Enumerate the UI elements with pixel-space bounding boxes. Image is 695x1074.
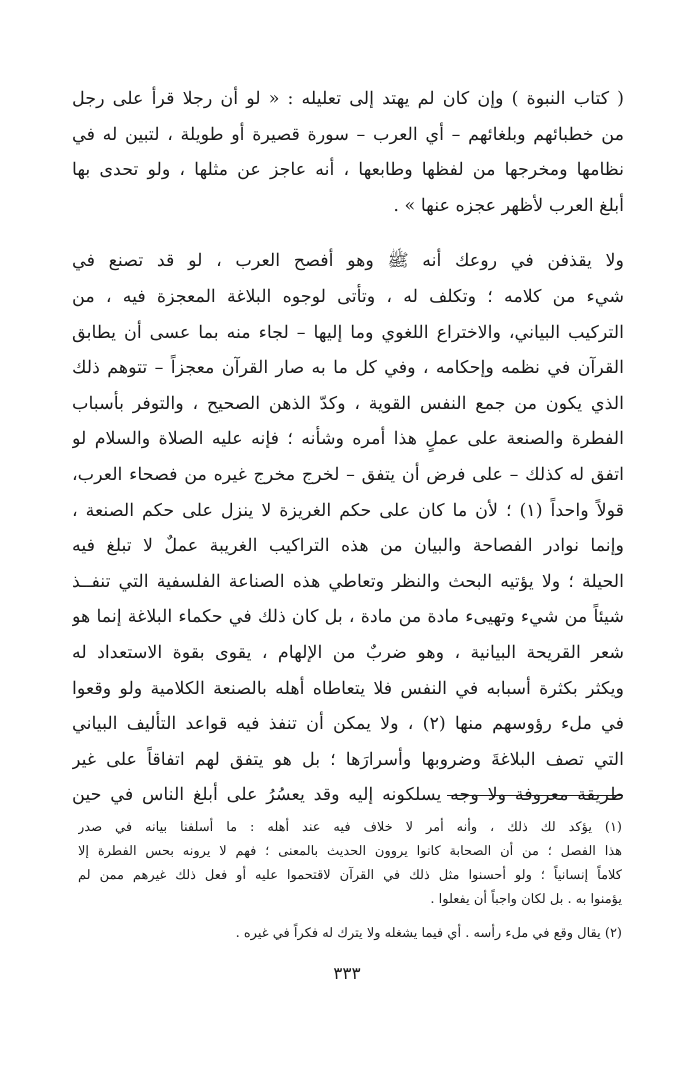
paragraph-2 [72, 244, 624, 814]
text-line: التركيب البياني، والاختراع اللغوي وما إليها – لجاء منه بما عسى أن يطابق [72, 322, 624, 343]
footnote-line: يؤمنوا به . بل لكان واجباً أن يفعلوا . [430, 892, 622, 907]
footnote-line: هذا الفصل ؛ من أن الصحابة كانوا يروون الحديث بالمعنى ؛ فهم لا يرونه بحس الفطرة إلا [78, 844, 622, 859]
text-line: شعر القريحة البيانية ، وهو ضربٌ من الإلهام ، يقوى بقوة الاستعداد له [72, 642, 624, 663]
footnotes [78, 816, 622, 946]
text-line: قولاً واحداً (١) ؛ لأن ما كان على حكم الغريزة لا ينزل على حكم الصنعة ، [72, 500, 624, 521]
text-line: نظامها ومخرجها من لفظها وطابعها ، أنه عاجز عن مثلها ، ولو تحدى بها [72, 160, 624, 181]
text-line: ويكثر بكثرة أسبابه في النفس فلا يتعاطاه أهله بالصنعة الكلامية ولو وقعوا [72, 678, 624, 699]
footnote-1 [78, 816, 622, 912]
footnote-line: (١) يؤكد لك ذلك ، وأنه أمر لا خلاف فيه عند أهله : ما أسلفنا بيانه في صدر [78, 820, 622, 835]
main-text [72, 82, 624, 814]
footnote-divider [447, 795, 623, 796]
footnote-2 [78, 922, 622, 946]
text-line: الحيلة ؛ ولا يؤتيه البحث والنظر وتعاطي هذه الصناعة الفلسفية التي تنفــذ [72, 571, 624, 592]
paragraph-gap [72, 224, 624, 244]
text-line: اتفق له كذلك – على فرض أن يتفق – لخرج مخرج غيره من فصحاء العرب، [72, 464, 624, 485]
text-line: ولا يقذفن في روعك أنه ﷺ وهو أفصح العرب ، لو قد تصنع في [72, 251, 624, 272]
page-number: ٣٣٣ [333, 964, 361, 984]
text-line: التي تصف البلاغةَ وضروبها وأسرارَها ؛ بل هو يتفق لهم اتفاقاً على غير [72, 749, 624, 770]
footnote-line: كلاماً إنسانياً ؛ ولو أحسنوا مثل ذلك في القرآن لاقتحموا عليه أو فعل ذلك غيرهم ممن لم [78, 868, 622, 883]
text-line: شيء من كلامه ؛ وتكلف له ، وتأتى لوجوه البلاغة المعجزة فيه ، من [72, 286, 624, 307]
text-line: أبلغ العرب لأظهر عجزه عنها » . [393, 195, 624, 216]
paragraph-1 [72, 82, 624, 224]
text-line: من خطبائهم وبلغائهم – أي العرب – سورة قصيرة أو طويلة ، لتبين له في [72, 124, 624, 145]
text-line: الفطرة والصنعة على عملٍ هذا أمره وشأنه ؛ فإنه عليه الصلاة والسلام لو [72, 429, 624, 450]
footnote-line: (٢) يقال وقع في ملء رأسه . أي فيما يشغله ولا يترك له فكراً في غيره . [235, 926, 622, 941]
text-line: طريقة معروفة ولا وجه يسلكونه إليه وقد يعسُرُ على أبلغ الناس في حين [72, 785, 624, 806]
text-line: في ملء رؤوسهم منها (٢) ، ولا يمكن أن تنفذ فيه قواعد التأليف البياني [72, 714, 624, 735]
text-line: شيئاً من شيء وتهيىء مادة من مادة ، بل كان ذلك في حكماء البلاغة إنما هو [72, 607, 624, 628]
text-line: الذي يكون من جمع النفس القوية ، وكدّ الذهن الصحيح ، والتوفر بأسباب [72, 393, 624, 414]
text-line: القرآن في نظمه وإحكامه ، وفي كل ما به صار القرآن معجزاً – تتوهم ذلك [72, 358, 624, 379]
text-line: ( كتاب النبوة ) وإن كان لم يهتد إلى تعليله : « لو أن رجلا قرأ على رجل [72, 89, 624, 109]
text-line: وإنما نوادر الفصاحة والبيان من هذه التراكيب الغريبة عملٌ لا تبلغ فيه [72, 536, 624, 557]
footnote-gap [78, 912, 622, 922]
